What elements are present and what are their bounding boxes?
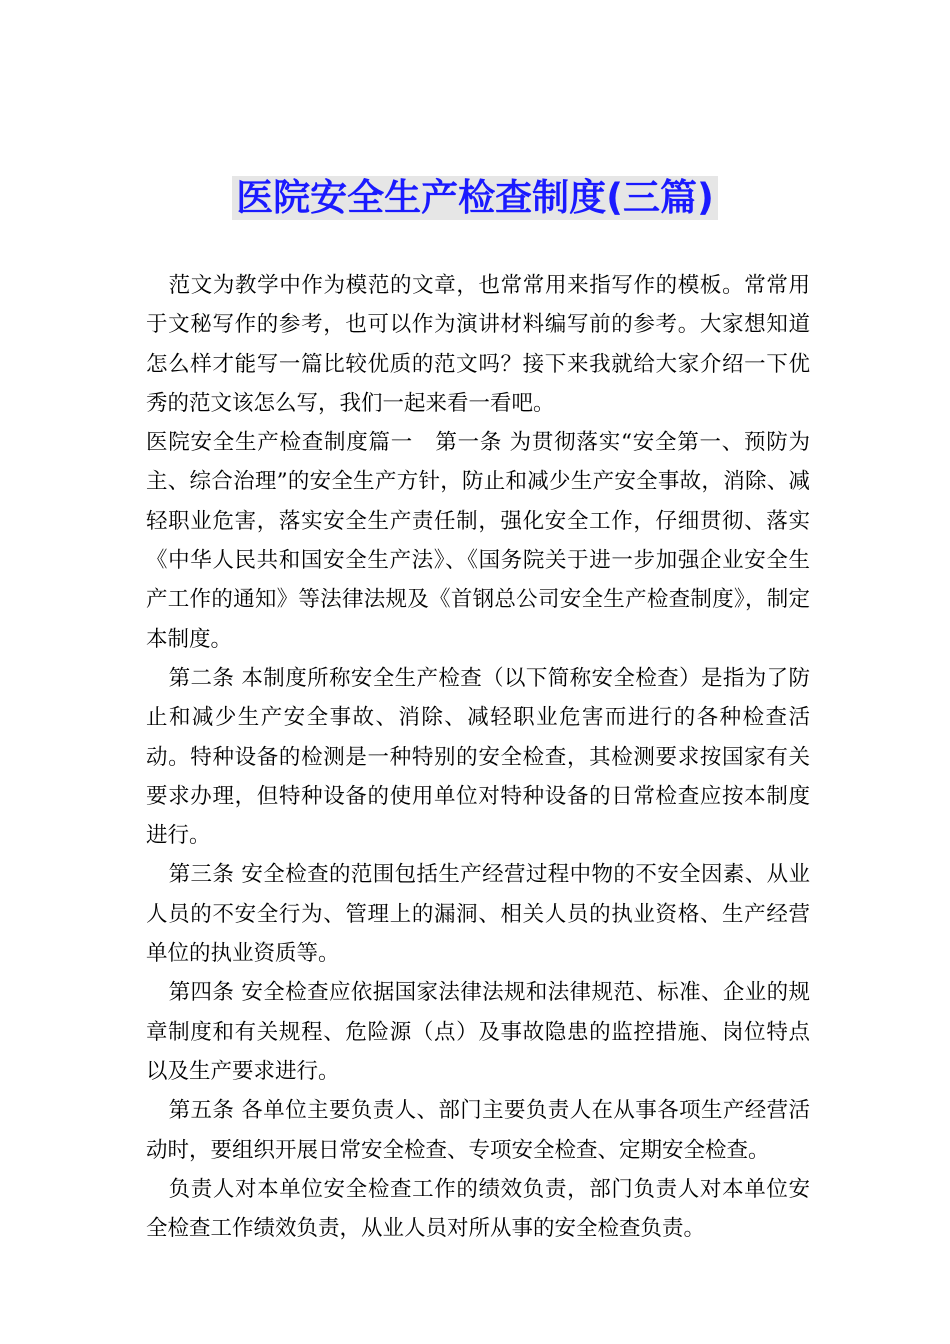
document-title: 医院安全生产检查制度(三篇) <box>232 176 718 220</box>
paragraph-article-4: 第四条 安全检查应依据国家法律法规和法律规范、标准、企业的规章制度和有关规程、危险源（点）及事故隐患的监控措施、岗位特点以及生产要求进行。 <box>146 980 810 1084</box>
paragraph-article-2: 第二条 本制度所称安全生产检查（以下简称安全检查）是指为了防止和减少生产安全事故、消除、减轻职业危害而进行的各种检查活动。特种设备的检测是一种特别的安全检查，其检测要求按国家有关要求办理，但特种设备的使用单位对特种设备的日常检查应按本制度进行。 <box>146 665 810 849</box>
paragraph-responsibility: 负责人对本单位安全检查工作的绩效负责，部门负责人对本单位安全检查工作绩效负责，从业人员对所从事的安全检查负责。 <box>146 1176 810 1242</box>
paragraph-article-3: 第三条 安全检查的范围包括生产经营过程中物的不安全因素、从业人员的不安全行为、管理上的漏洞、相关人员的执业资格、生产经营单位的执业资质等。 <box>146 862 810 967</box>
paragraph-article-5: 第五条 各单位主要负责人、部门主要负责人在从事各项生产经营活动时，要组织开展日常安全检查、专项安全检查、定期安全检查。 <box>146 1098 810 1163</box>
title-container <box>0 176 950 220</box>
document-body <box>146 266 810 1248</box>
paragraph-intro: 范文为教学中作为模范的文章，也常常用来指写作的模板。常常用于文秘写作的参考，也可以作为演讲材料编写前的参考。大家想知道怎么样才能写一篇比较优质的范文吗？接下来我就给大家介绍一下优秀的范文该怎么写，我们一起来看一看吧。 <box>146 273 810 416</box>
paragraph-article-1: 医院安全生产检查制度篇一 第一条 为贯彻落实“安全第一、预防为主、综合治理”的安全生产方针，防止和减少生产安全事故，消除、减轻职业危害，落实安全生产责任制，强化安全工作，仔细贯彻、落实《中华人民共和国安全生产法》、《国务院关于进一步加强企业安全生产工作的通知》等法律法规及《首钢总公司安全生产检查制度》，制定本制度。 <box>146 430 810 652</box>
